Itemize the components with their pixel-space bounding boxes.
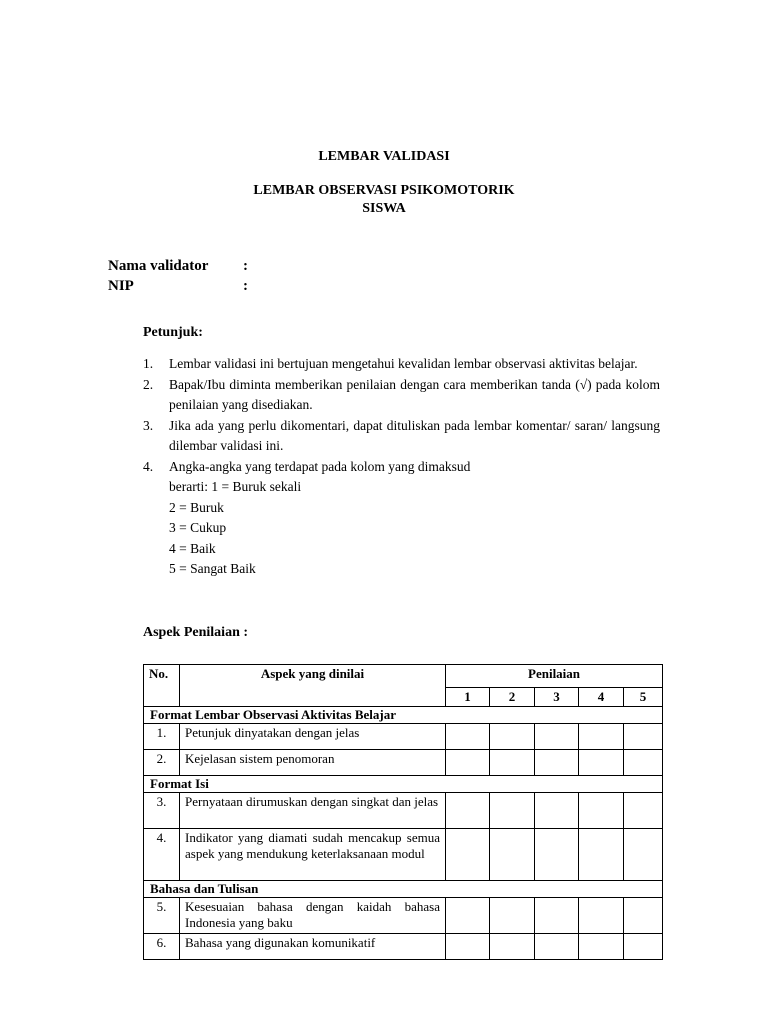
table-row <box>144 724 663 750</box>
scale-legend-3: 3 = Cukup <box>169 520 227 535</box>
score-cell-1[interactable] <box>446 829 490 881</box>
instruction-item <box>143 354 660 375</box>
row-aspect: Bahasa yang digunakan komunikatif <box>180 934 446 960</box>
document-subtitle-line1: LEMBAR OBSERVASI PSIKOMOTORIK <box>253 183 515 198</box>
score-cell-2[interactable] <box>490 724 535 750</box>
column-header-aspect: Aspek yang dinilai <box>180 665 446 707</box>
score-header-3: 3 <box>535 688 579 707</box>
score-header-5: 5 <box>624 688 663 707</box>
score-cell-2[interactable] <box>490 829 535 881</box>
row-number: 2. <box>144 750 180 776</box>
group-title: Bahasa dan Tulisan <box>144 881 663 898</box>
score-cell-5[interactable] <box>624 898 663 934</box>
score-cell-4[interactable] <box>579 793 624 829</box>
table-row <box>144 934 663 960</box>
instruction-item <box>143 457 660 580</box>
score-cell-5[interactable] <box>624 934 663 960</box>
rating-table <box>143 664 663 960</box>
score-cell-2[interactable] <box>490 934 535 960</box>
score-cell-4[interactable] <box>579 724 624 750</box>
score-cell-3[interactable] <box>535 934 579 960</box>
score-cell-3[interactable] <box>535 793 579 829</box>
score-cell-2[interactable] <box>490 793 535 829</box>
table-row <box>144 829 663 881</box>
row-number: 4. <box>144 829 180 881</box>
instruction-text: Lembar validasi ini bertujuan mengetahui kevalidan lembar observasi aktivitas belajar. <box>169 356 638 371</box>
group-row <box>144 881 663 898</box>
score-cell-3[interactable] <box>535 750 579 776</box>
instructions-list <box>143 354 660 580</box>
scale-legend-5: 5 = Sangat Baik <box>169 561 256 576</box>
instruction-item <box>143 416 660 457</box>
row-number: 6. <box>144 934 180 960</box>
score-header-4: 4 <box>579 688 624 707</box>
scale-legend-1: berarti: 1 = Buruk sekali <box>169 479 302 494</box>
instruction-number: 4. <box>143 458 154 474</box>
row-aspect: Indikator yang diamati sudah mencakup semua aspek yang mendukung keterlaksanaan modul <box>180 829 446 881</box>
row-aspect: Kesesuaian bahasa dengan kaidah bahasa Indonesia yang baku <box>180 898 446 934</box>
score-cell-1[interactable] <box>446 934 490 960</box>
group-title: Format Lembar Observasi Aktivitas Belajar <box>144 707 663 724</box>
score-cell-5[interactable] <box>624 750 663 776</box>
instruction-text: Angka-angka yang terdapat pada kolom yang dimaksud <box>169 458 471 474</box>
group-row <box>144 707 663 724</box>
score-cell-4[interactable] <box>579 898 624 934</box>
table-row <box>144 898 663 934</box>
score-header-2: 2 <box>490 688 535 707</box>
row-number: 3. <box>144 793 180 829</box>
instruction-text: Bapak/Ibu diminta memberikan penilaian dengan cara memberikan tanda (√) pada kolom penilaian yang disediakan. <box>169 376 660 412</box>
score-cell-1[interactable] <box>446 898 490 934</box>
document-subtitle-line2: SISWA <box>362 201 406 216</box>
field-nip <box>108 276 248 296</box>
field-label: NIP <box>108 278 134 294</box>
score-cell-2[interactable] <box>490 898 535 934</box>
instruction-item <box>143 375 660 416</box>
score-cell-1[interactable] <box>446 724 490 750</box>
score-cell-4[interactable] <box>579 750 624 776</box>
instruction-number: 2. <box>143 376 154 392</box>
instruction-number: 3. <box>143 417 154 433</box>
table-row <box>144 793 663 829</box>
score-cell-3[interactable] <box>535 724 579 750</box>
field-separator: : <box>243 258 248 274</box>
score-header-1: 1 <box>446 688 490 707</box>
group-title: Format Isi <box>144 776 663 793</box>
instruction-text: Jika ada yang perlu dikomentari, dapat dituliskan pada lembar komentar/ saran/ langsung dilembar validasi ini. <box>169 417 660 453</box>
row-number: 1. <box>144 724 180 750</box>
document-title: LEMBAR VALIDASI <box>318 149 450 164</box>
score-cell-5[interactable] <box>624 793 663 829</box>
group-row <box>144 776 663 793</box>
scale-legend-2: 2 = Buruk <box>169 499 224 515</box>
row-number: 5. <box>144 898 180 934</box>
field-validator-name <box>108 256 248 276</box>
field-separator: : <box>243 278 248 294</box>
score-cell-1[interactable] <box>446 793 490 829</box>
row-aspect: Pernyataan dirumuskan dengan singkat dan jelas <box>180 793 446 829</box>
instructions-heading: Petunjuk: <box>143 325 203 340</box>
score-cell-3[interactable] <box>535 829 579 881</box>
score-cell-2[interactable] <box>490 750 535 776</box>
table-row <box>144 750 663 776</box>
score-cell-4[interactable] <box>579 829 624 881</box>
row-aspect: Petunjuk dinyatakan dengan jelas <box>180 724 446 750</box>
score-cell-3[interactable] <box>535 898 579 934</box>
scale-legend-4: 4 = Baik <box>169 540 216 556</box>
score-cell-1[interactable] <box>446 750 490 776</box>
instruction-number: 1. <box>143 356 154 371</box>
column-header-rating: Penilaian <box>446 665 663 688</box>
column-header-no: No. <box>144 665 180 707</box>
score-cell-4[interactable] <box>579 934 624 960</box>
assessment-heading: Aspek Penilaian : <box>143 625 249 640</box>
row-aspect: Kejelasan sistem penomoran <box>180 750 446 776</box>
score-cell-5[interactable] <box>624 829 663 881</box>
score-cell-5[interactable] <box>624 724 663 750</box>
field-label: Nama validator <box>108 258 209 274</box>
